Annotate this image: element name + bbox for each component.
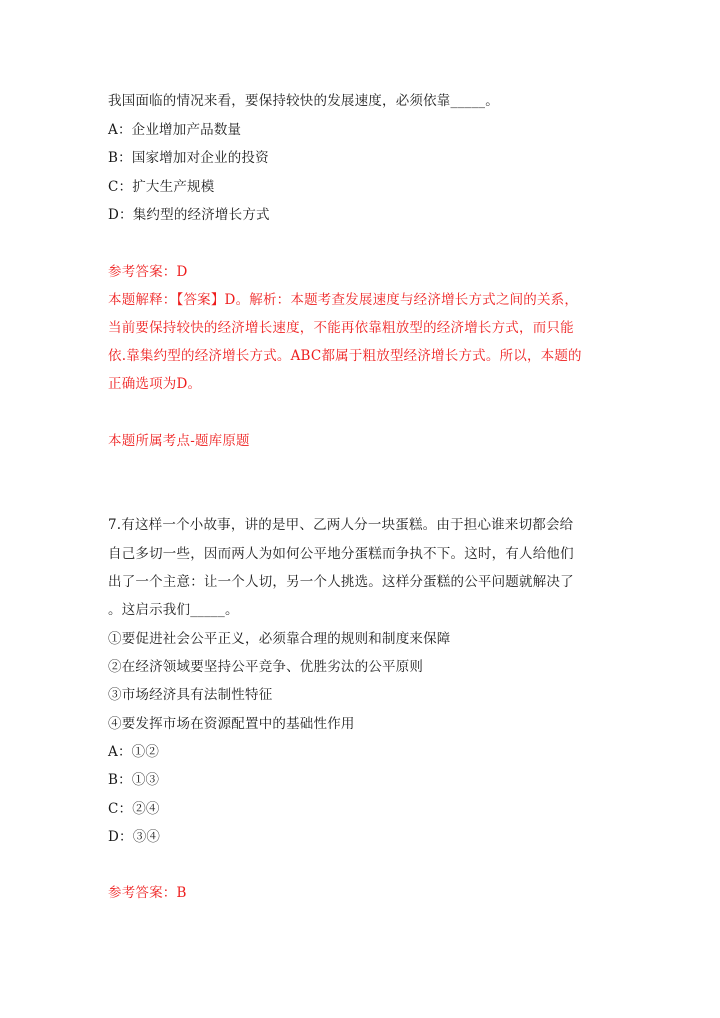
question-7-option-a: A：①② <box>108 744 160 760</box>
question-6-topic: 本题所属考点-题库原题 <box>108 433 250 449</box>
question-7-statement-3: ③市场经济具有法制性特征 <box>108 687 273 703</box>
question-7-stem-line-3: 出了一个主意：让一个人切，另一个人挑选。这样分蛋糕的公平问题就解决了 <box>108 574 574 590</box>
question-7-statement-4: ④要发挥市场在资源配置中的基础性作用 <box>108 716 355 732</box>
question-7-option-b: B：①③ <box>108 772 160 788</box>
question-6-explanation-line-2: 当前要保持较快的经济增长速度，不能再依靠粗放型的经济增长方式，而只能 <box>108 320 574 336</box>
question-6-option-d: D：集约型的经济增长方式 <box>108 207 270 223</box>
question-6-option-b: B：国家增加对企业的投资 <box>108 150 269 166</box>
question-7-stem-line-4: 。这启示我们_____。 <box>108 602 239 618</box>
question-6-answer: 参考答案：D <box>108 264 188 280</box>
question-6-explanation-line-1: 本题解释：【答案】D。解析：本题考查发展速度与经济增长方式之间的关系， <box>108 292 579 308</box>
question-7-statement-2: ②在经济领域要坚持公平竞争、优胜劣汰的公平原则 <box>108 659 424 675</box>
question-7-option-d: D：③④ <box>108 829 161 845</box>
question-7-stem-line-1: 7.有这样一个小故事，讲的是甲、乙两人分一块蛋糕。由于担心谁来切都会给 <box>108 517 574 533</box>
question-7-option-c: C：②④ <box>108 801 160 817</box>
question-6-stem: 我国面临的情况来看，要保持较快的发展速度，必须依靠_____。 <box>108 93 499 109</box>
question-6-explanation-line-4: 正确选项为D。 <box>108 376 202 392</box>
question-7-statement-1: ①要促进社会公平正义，必须靠合理的规则和制度来保障 <box>108 631 451 647</box>
question-6-explanation-line-3: 依.靠集约型的经济增长方式。ABC都属于粗放型经济增长方式。所以，本题的 <box>108 348 582 364</box>
question-6-option-c: C：扩大生产规模 <box>108 179 215 195</box>
question-6-option-a: A：企业增加产品数量 <box>108 122 242 138</box>
question-7-answer: 参考答案：B <box>108 885 187 901</box>
question-7-stem-line-2: 自己多切一些，因而两人为如何公平地分蛋糕而争执不下。这时，有人给他们 <box>108 546 574 562</box>
